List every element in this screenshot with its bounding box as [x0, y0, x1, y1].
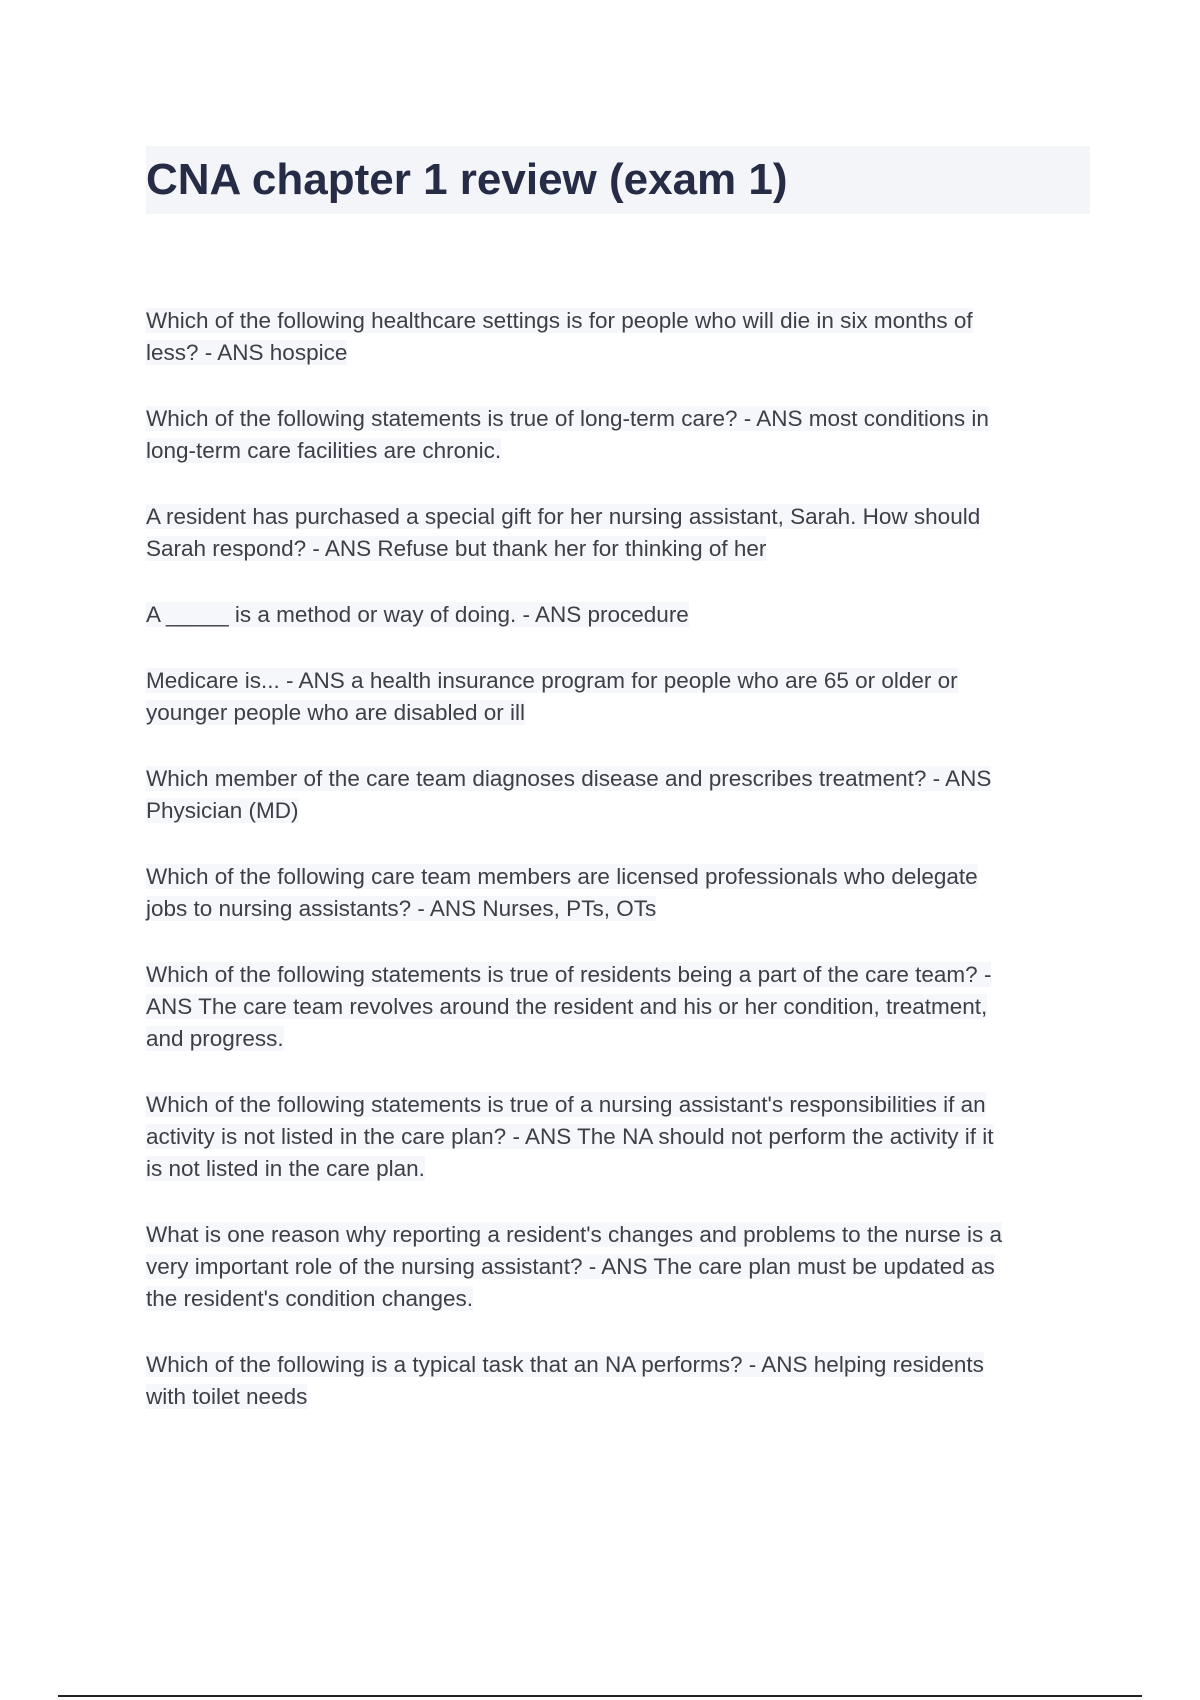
qa-text: with toilet needs	[146, 1384, 308, 1409]
qa-line	[146, 1219, 1096, 1251]
qa-line	[146, 697, 1096, 729]
qa-line	[146, 305, 1096, 337]
qa-item	[146, 1089, 1096, 1185]
qa-text: Which of the following healthcare settings is for people who will die in six months of	[146, 308, 973, 333]
qa-text: activity is not listed in the care plan? - ANS The NA should not perform the activity if it	[146, 1124, 994, 1149]
qa-text: A resident has purchased a special gift for her nursing assistant, Sarah. How should	[146, 504, 981, 529]
qa-line	[146, 1023, 1096, 1055]
qa-line	[146, 893, 1096, 925]
qa-line	[146, 991, 1096, 1023]
qa-text: long-term care facilities are chronic.	[146, 438, 502, 463]
qa-text: younger people who are disabled or ill	[146, 700, 525, 725]
qa-item	[146, 763, 1096, 827]
qa-text: and progress.	[146, 1026, 284, 1051]
qa-text: Which of the following statements is true of a nursing assistant's responsibilities if an	[146, 1092, 986, 1117]
qa-line	[146, 337, 1096, 369]
qa-text: less? - ANS hospice	[146, 340, 348, 365]
qa-item	[146, 861, 1096, 925]
qa-text: Which of the following care team members are licensed professionals who delegate	[146, 864, 978, 889]
qa-line	[146, 1283, 1096, 1315]
qa-line	[146, 403, 1096, 435]
qa-item	[146, 1219, 1096, 1315]
qa-line	[146, 599, 1096, 631]
qa-text: jobs to nursing assistants? - ANS Nurses, PTs, OTs	[146, 896, 657, 921]
qa-line	[146, 1121, 1096, 1153]
qa-text: Which of the following statements is true of long-term care? - ANS most conditions in	[146, 406, 989, 431]
qa-text: Which of the following statements is true of residents being a part of the care team? -	[146, 962, 992, 987]
qa-list	[146, 305, 1096, 1447]
qa-item	[146, 599, 1096, 631]
qa-item	[146, 305, 1096, 369]
qa-text: ANS The care team revolves around the resident and his or her condition, treatment,	[146, 994, 988, 1019]
qa-line	[146, 665, 1096, 697]
qa-item	[146, 403, 1096, 467]
qa-text: A _____ is a method or way of doing. - ANS procedure	[146, 602, 689, 627]
qa-text: What is one reason why reporting a resident's changes and problems to the nurse is a	[146, 1222, 1003, 1247]
qa-line	[146, 1153, 1096, 1185]
qa-text: the resident's condition changes.	[146, 1286, 474, 1311]
qa-line	[146, 1089, 1096, 1121]
qa-text: Medicare is... - ANS a health insurance program for people who are 65 or older or	[146, 668, 958, 693]
title-block	[146, 146, 1090, 214]
qa-item	[146, 959, 1096, 1055]
qa-text: is not listed in the care plan.	[146, 1156, 425, 1181]
qa-line	[146, 533, 1096, 565]
qa-text: Which member of the care team diagnoses disease and prescribes treatment? - ANS	[146, 766, 992, 791]
qa-line	[146, 435, 1096, 467]
qa-line	[146, 861, 1096, 893]
qa-line	[146, 1381, 1096, 1413]
qa-text: Physician (MD)	[146, 798, 299, 823]
qa-line	[146, 795, 1096, 827]
qa-line	[146, 501, 1096, 533]
qa-text: very important role of the nursing assistant? - ANS The care plan must be updated as	[146, 1254, 995, 1279]
qa-item	[146, 501, 1096, 565]
page-title: CNA chapter 1 review (exam 1)	[146, 155, 788, 204]
qa-line	[146, 1349, 1096, 1381]
qa-text: Which of the following is a typical task that an NA performs? - ANS helping residents	[146, 1352, 984, 1377]
qa-line	[146, 959, 1096, 991]
qa-text: Sarah respond? - ANS Refuse but thank her for thinking of her	[146, 536, 767, 561]
footer-divider	[58, 1695, 1142, 1697]
qa-line	[146, 763, 1096, 795]
qa-line	[146, 1251, 1096, 1283]
qa-item	[146, 665, 1096, 729]
qa-item	[146, 1349, 1096, 1413]
